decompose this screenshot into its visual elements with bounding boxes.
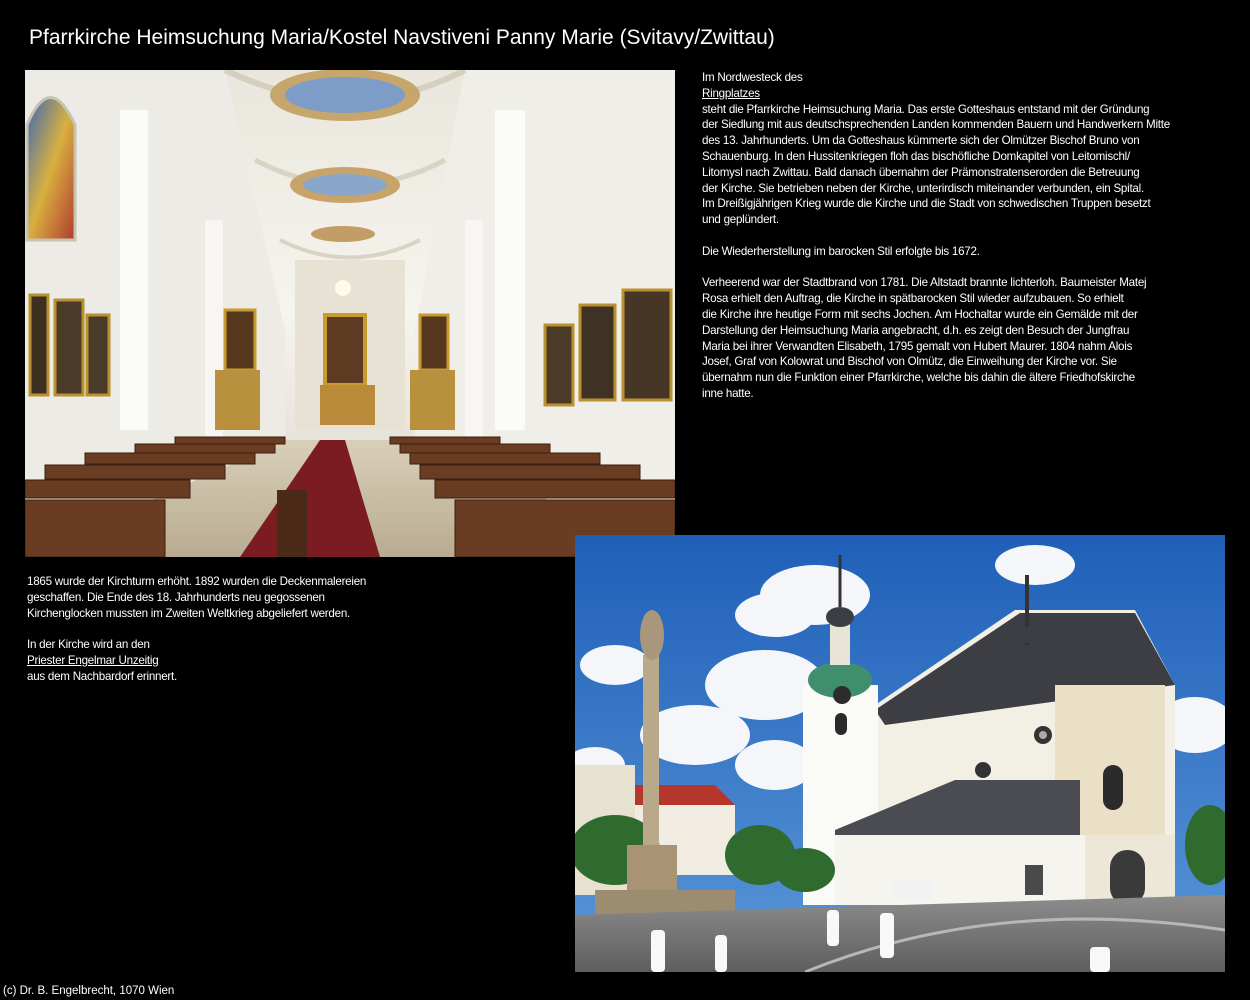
history-line: Josef, Graf von Kolowrat und Bischof von Olmütz, die Einweihung der Kirche vor. Sie [702,355,1117,369]
history-line: der Kirche. Sie betrieben neben der Kirche, unterirdisch miteinander verbunden, ein Spital. [702,181,1144,195]
history-line: Schauenburg. In den Hussitenkriegen floh das bischöfliche Domkapitel von Leitomischl/ [702,149,1130,163]
history-line: Darstellung der Heimsuchung Maria angebracht, d.h. es zeigt den Besuch der Jungfrau [702,323,1130,337]
church-history-text [702,70,1222,418]
history-line: Litomysl nach Zwittau. Bald danach übernahm der Prämonstratenserorden die Betreuung [702,165,1140,179]
later-history-line: Kirchenglocken mussten im Zweiten Weltkrieg abgeliefert werden. [27,606,350,620]
history-paragraph-3 [702,275,1222,401]
intro-text: Im Nordwesteck des [702,71,803,84]
history-line: der Siedlung mit aus deutschsprechenden Landen kommenden Bauern und Handwerkern Mitte [702,118,1170,132]
ringplatz-link[interactable]: Ringplatzes [702,86,760,100]
memorial-intro-text: In der Kirche wird an den [27,638,150,652]
history-line: Verheerend war der Stadtbrand von 1781. Die Altstadt brannte lichterloh. Baumeister Matej [702,276,1147,290]
history-line: die Kirche ihre heutige Form mit sechs Jochen. Am Hochaltar wurde ein Gemälde mit der [702,307,1138,321]
church-later-history-text [27,574,417,700]
later-history-line: geschaffen. Die Ende des 18. Jahrhunderts neu gegossenen [27,590,325,604]
history-line: übernahm nun die Funktion einer Pfarrkirche, welche bis dahin die ältere Friedhofskirche [702,371,1135,385]
history-line: Maria bei ihrer Verwandten Elisabeth, 1795 gemalt von Hubert Maurer. 1804 nahm Alois [702,339,1133,353]
history-line: inne hatte. [702,386,754,400]
later-history-paragraph [27,574,417,621]
later-history-line: 1865 wurde der Kirchturm erhöht. 1892 wurden die Deckenmalereien [27,575,367,588]
history-line: des 13. Jahrhunderts. Um da Gotteshaus kümmerte sich der Olmützer Bischof Bruno von [702,134,1140,148]
history-line: Im Dreißigjährigen Krieg wurde die Kirche und die Stadt von schwedischen Truppen besetzt [702,197,1151,211]
church-exterior-photo[interactable] [575,535,1225,972]
page-title: Pfarrkirche Heimsuchung Maria/Kostel Navstiveni Panny Marie (Svitavy/Zwittau) [29,26,775,49]
history-line: steht die Pfarrkirche Heimsuchung Maria. Das erste Gotteshaus entstand mit der Gründung [702,102,1150,116]
history-line: Rosa erhielt den Auftrag, die Kirche in spätbarocken Stil wieder aufzubauen. So erhielt [702,292,1124,306]
church-interior-photo[interactable] [25,70,675,557]
history-paragraph-1 [702,102,1222,228]
memorial-outro-text: aus dem Nachbardorf erinnert. [27,669,177,683]
history-line: und geplündert. [702,213,779,227]
engelmar-unzeitig-link[interactable]: Priester Engelmar Unzeitig [27,653,159,667]
copyright-footer: (c) Dr. B. Engelbrecht, 1070 Wien [3,985,175,997]
history-paragraph-2: Die Wiederherstellung im barocken Stil erfolgte bis 1672. [702,244,980,258]
